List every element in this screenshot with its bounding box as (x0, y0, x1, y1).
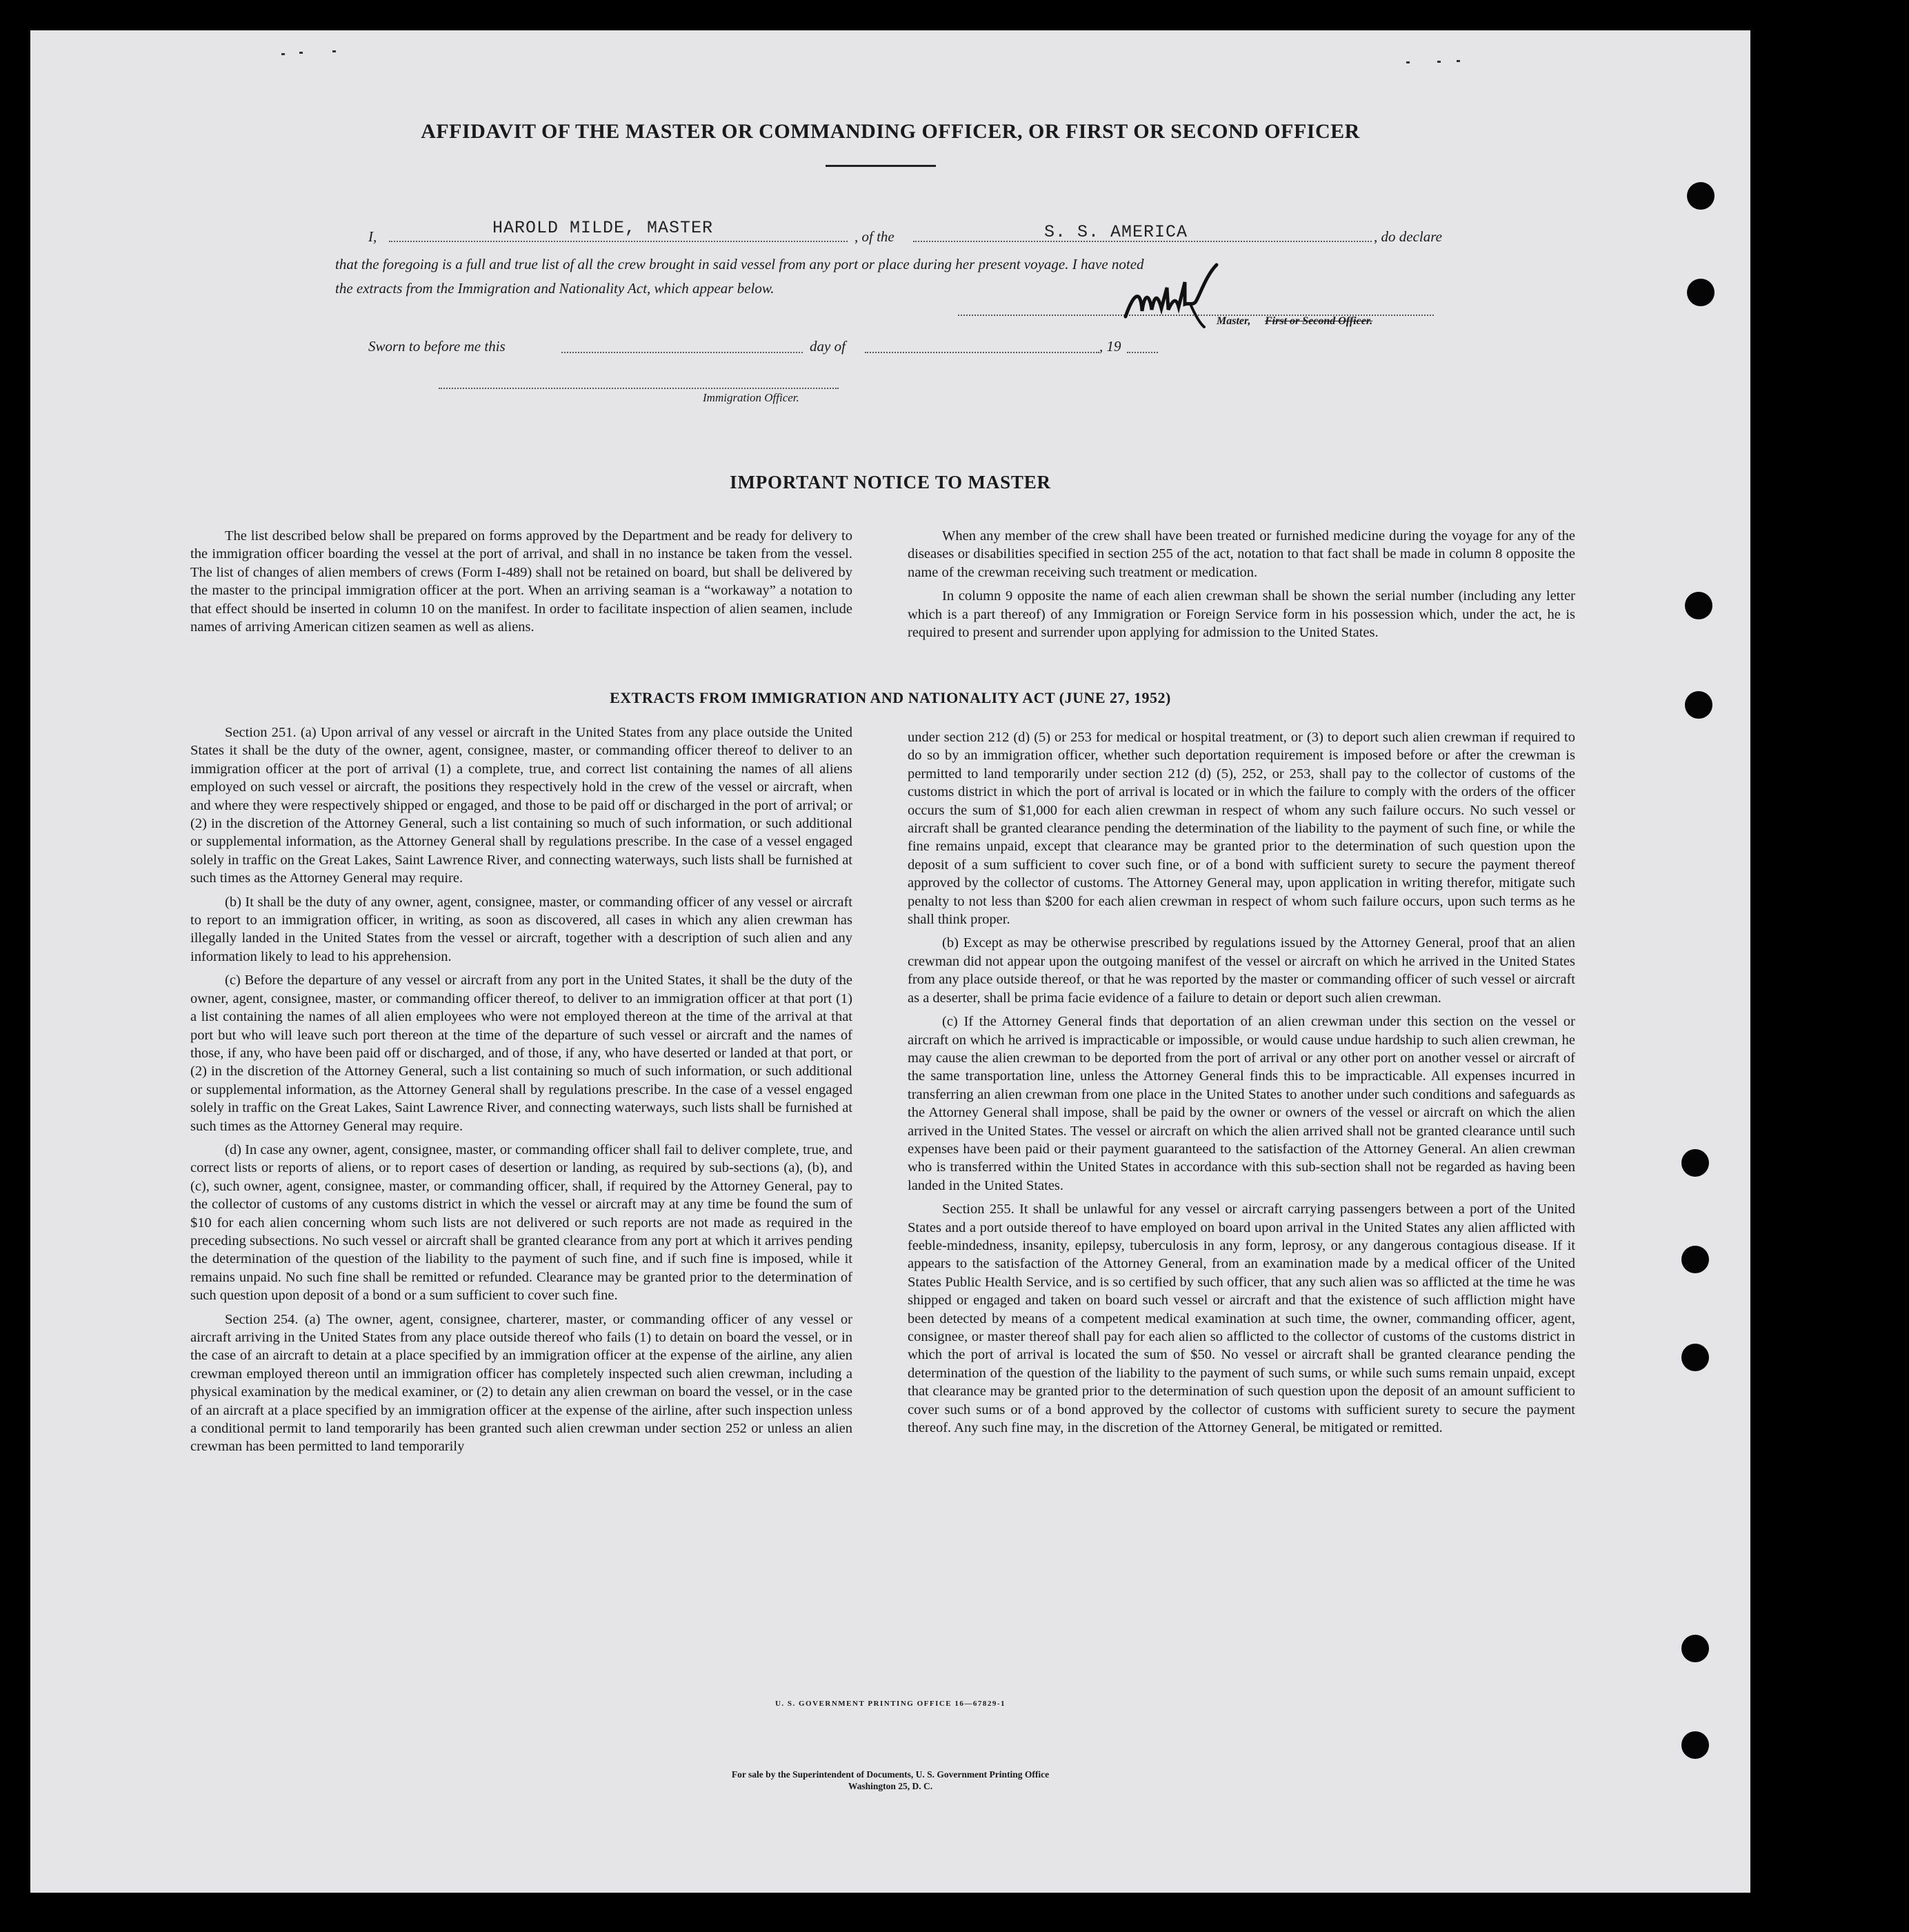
of-the-label: , of the (854, 228, 894, 245)
section-251a: Section 251. (a) Upon arrival of any vessel or aircraft in the United States from any place outside the United States it shall be the duty of the owner, agent, consignee, master, or commanding officer thereof to deliver to an immigration officer at the port of arrival (1) a complete, true, and correct list containing the names of all aliens employed on such vessel or aircraft, the positions they respectively hold in the crew of the vessel or aircraft, when and where they were respectively shipped or engaged, and those to be paid off or discharged in the port of arrival; or (2) in the discretion of the Attorney General, such a list containing so much of such information, or such additional or supplemental information, as the Attorney General shall by regulations prescribe. In the case of a vessel engaged solely in traffic on the Great Lakes, Saint Lawrence River, and connecting waterways, such lists shall be furnished at such times as the Attorney General may require. (190, 725, 852, 886)
vessel-name-field: S. S. AMERICA (1044, 222, 1188, 242)
section-251d: (d) In case any owner, agent, consignee, master, or commanding officer shall fail to deliver complete, true, and correct lists or reports of aliens, or to report cases of desertion or landing, as required by sub-sections (a), (b), and (c), such owner, agent, consignee, master, or commanding officer, shall, if required by the Attorney General, pay to the collector of customs of any customs district in which the vessel or aircraft may at any time be found the sum of $10 for each alien concerning whom such lists are not delivered or such reports are not made as required in the preceding subsections. No such vessel or aircraft shall be granted clearance from any port at which it arrives pending the determination of the question of the liability to the payment of such fine, and if such fine is imposed, while it remains unpaid. No such fine shall be remitted or refunded. Clearance may be granted prior to the determination of such question upon deposit of a bond or a sum sufficient to cover such fine. (190, 1142, 852, 1304)
punch-hole (1685, 691, 1712, 719)
struck-officer-label: First or Second Officer. (1265, 315, 1373, 327)
punch-hole (1681, 1149, 1709, 1177)
gpo-imprint: U. S. GOVERNMENT PRINTING OFFICE 16—67829-1 (774, 1700, 1006, 1708)
sworn-month-line (865, 352, 1099, 353)
extracts-title: EXTRACTS FROM IMMIGRATION AND NATIONALITY ACT (JUNE 27, 1952) (610, 689, 1171, 706)
do-declare-label: , do declare (1374, 228, 1442, 245)
master-label: Master, (1217, 315, 1251, 327)
punch-hole (1681, 1246, 1709, 1273)
officer-label: Immigration Officer. (703, 391, 799, 404)
section-251c: (c) Before the departure of any vessel or aircraft from any port in the United States, it shall be the duty of the owner, agent, consignee, master, or commanding officer thereof, to deliver to an immigration officer at that port (1) a list containing the names of all alien employees who were not employed thereon at the time of the arrival at that port but who will leave such port thereon at the time of the departure of such vessel or aircraft and the names of those, if any, who have been paid off or discharged, and of those, if any, who have deserted or landed at that port, or (2) in the discretion of the Attorney General, such a list containing so much of such information, or such additional or supplemental information, as the Attorney General shall by regulations prescribe. In the case of a vessel engaged solely in traffic on the Great Lakes, Saint Lawrence River, and connecting waterways, such lists shall be furnished at such times as the Attorney General may require. (190, 973, 852, 1134)
sworn-label: Sworn to before me this (368, 338, 506, 355)
section-254c: (c) If the Attorney General finds that deportation of an alien crewman under this section on the vessel or aircraft on which he arrived is impracticable or impossible, or would cause undue hardship to such alien crewman, he may cause the alien crewman to be deported from the port of arrival or any other port on another vessel or aircraft of the same transportation line, unless the Attorney General finds this to be impracticable. All expenses incurred in transferring an alien crewman from one place in the United States to another under such conditions and safeguards as the Attorney General shall impose, shall be paid by the owner or owners of the vessel or aircraft on which the alien arrived in the United States. The vessel or aircraft on which the alien arrived shall not be granted clearance until such expenses have been paid or their payment guaranteed to the satisfaction of the Attorney General. An alien crewman who is transferred within the United States in accordance with this sub-section shall not be regarded as having been landed in the United States. (908, 1014, 1575, 1193)
sworn-day-line (561, 352, 803, 353)
punch-hole (1681, 1731, 1709, 1759)
punch-hole (1687, 279, 1715, 306)
sworn-year-line (1127, 352, 1158, 353)
notice-left-column (190, 527, 852, 641)
master-signature (1113, 261, 1286, 330)
sale-line-2: Washington 25, D. C. (848, 1781, 933, 1791)
sale-notice (30, 1769, 1750, 1792)
punch-hole (1681, 1344, 1709, 1371)
punch-hole (1685, 592, 1712, 619)
notice-title: IMPORTANT NOTICE TO MASTER (730, 472, 1051, 492)
title-divider (826, 165, 936, 167)
extracts-left-column (190, 724, 852, 1462)
scan-speck (1406, 61, 1410, 63)
scan-speck (1437, 61, 1441, 63)
punch-hole (1687, 182, 1715, 210)
section-254a-continued: under section 212 (d) (5) or 253 for medical or hospital treatment, or (3) to deport such alien crewman if required to do so by an immigration officer, whether such deportation requirement is imposed before or after the crewman is permitted to land temporarily under section 212 (d) (5), 252, or 253, shall pay to the collector of customs of the customs district in which the port of arrival is located or in which the failure to comply with the orders of the officer occurs the sum of $1,000 for each alien crewman in respect of whom any such failure occurs. No such vessel or aircraft shall be granted clearance pending the determination of the liability to the payment of such fine, or while the fine remains unpaid, except that clearance may be granted prior to the determination of such question upon the deposit of a sum sufficient to cover such fine, or of a bond with sufficient surety to secure the payment thereof approved by the collector of customs. The Attorney General may, upon application in writing therefor, mitigate such penalty to not less than $200 for each alien crewman in respect of whom such failure occurs, upon such terms as he shall think proper. (908, 730, 1575, 928)
year-label: , 19 (1099, 338, 1121, 355)
declaration-line-1: that the foregoing is a full and true list of all the crew brought in said vessel from any port or place during her present voyage. I have noted (335, 256, 1144, 272)
officer-signature-line (439, 388, 839, 389)
master-name-line (389, 241, 848, 242)
section-254a: Section 254. (a) The owner, agent, consignee, charterer, master, or commanding officer of any vessel or aircraft arriving in the United States from any place outside thereof who fails (1) to detain on board the vessel, or in the case of an aircraft to detain at a place specified by an immigration officer at the expense of the airline, any alien crewman employed thereon until an immigration officer has completely inspected such alien crewman, including a physical examination by the medical examiner, or (2) to detain any alien crewman on board the vessel, or in the case of an aircraft at a place specified by an immigration officer at the expense of the airline, after such inspection unless a conditional permit to land temporarily has been granted such alien crewman under section 252 or unless an alien crewman has been permitted to land temporarily (190, 1311, 852, 1455)
affidavit-title: AFFIDAVIT OF THE MASTER OR COMMANDING OFFICER, OR FIRST OR SECOND OFFICER (421, 120, 1360, 143)
master-name-field: HAROLD MILDE, MASTER (492, 218, 714, 238)
scan-speck (299, 52, 303, 54)
punch-hole (1681, 1635, 1709, 1662)
notice-paragraph: The list described below shall be prepared on forms approved by the Department and be ready for delivery to the immigration officer boarding the vessel at the port of arrival, and shall in no instance be taken from the vessel. The list of changes of alien members of crews (Form I-489) shall not be retained on board, but shall be delivered by the master to the principal immigration officer at the port. When an arriving seaman is a “workaway” a notation to that effect should be inserted in column 10 on the manifest. In order to facilitate inspection of alien seamen, include names of arriving American citizen seamen as well as aliens. (190, 528, 852, 635)
notice-paragraph: In column 9 opposite the name of each alien crewman shall be shown the serial number (including any letter which is a part thereof) of any Immigration or Foreign Service form in his possession which, under the act, he is required to present and surrender upon applying for admission to the United States. (908, 588, 1575, 641)
section-254b: (b) Except as may be otherwise prescribed by regulations issued by the Attorney General, proof that an alien crewman did not appear upon the outgoing manifest of the vessel or aircraft on which he arrived in the United States from any place outside thereof, or that he was reported by the master or commanding officer of such vessel or aircraft as a deserter, shall be prima facie evidence of a failure to detain or deport such alien crewman. (908, 935, 1575, 1006)
form-page (30, 30, 1750, 1893)
scan-speck (1457, 60, 1460, 62)
section-251b: (b) It shall be the duty of any owner, agent, consignee, master, or commanding officer of any vessel or aircraft to report to an immigration officer, in writing, as soon as discovered, all cases in which any alien crewman has illegally landed in the United States from the vessel or aircraft, together with a description of such alien and any information likely to lead to his apprehension. (190, 894, 852, 964)
declaration-line-2: the extracts from the Immigration and Nationality Act, which appear below. (335, 280, 774, 297)
notice-paragraph: When any member of the crew shall have been treated or furnished medicine during the voyage for any of the diseases or disabilities specified in section 255 of the act, notation to that fact shall be made in column 8 opposite the name of the crewman receiving such treatment or medication. (908, 528, 1575, 580)
scan-speck (281, 53, 285, 55)
scan-speck (332, 50, 336, 52)
day-of-label: day of (810, 338, 846, 355)
i-prefix: I, (368, 228, 377, 245)
notice-right-column (908, 527, 1575, 647)
sale-line-1: For sale by the Superintendent of Documents, U. S. Government Printing Office (731, 1769, 1050, 1780)
section-255: Section 255. It shall be unlawful for any vessel or aircraft carrying passengers between a port of the United States and a port outside thereof to have employed on board upon arrival in the United States any alien afflicted with feeble-mindedness, insanity, epilepsy, tuberculosis in any form, leprosy, or any dangerous contagious disease. If it appears to the satisfaction of the Attorney General, from an examination made by a medical officer of the United States Public Health Service, and is so certified by such officer, that any such alien was so afflicted at the time he was shipped or engaged and taken on board such vessel or aircraft and that the existence of such affliction might have been detected by means of a competent medical examination at such time, the owner, commanding officer, agent, consignee, or master thereof shall pay for each alien so afflicted to the collector of customs of the customs district in which the port of arrival is located the sum of $50. No vessel or aircraft shall be granted clearance pending the determination of the question of the liability to the payment of such sums, or while such sums remain unpaid, except that clearance may be granted prior to the determination of such question upon the deposit of an amount sufficient to cover such sums or of a bond approved by the collector of customs with sufficient surety to secure the payment thereof. Any such fine may, in the discretion of the Attorney General, be mitigated or remitted. (908, 1202, 1575, 1436)
extracts-right-column (908, 728, 1575, 1442)
